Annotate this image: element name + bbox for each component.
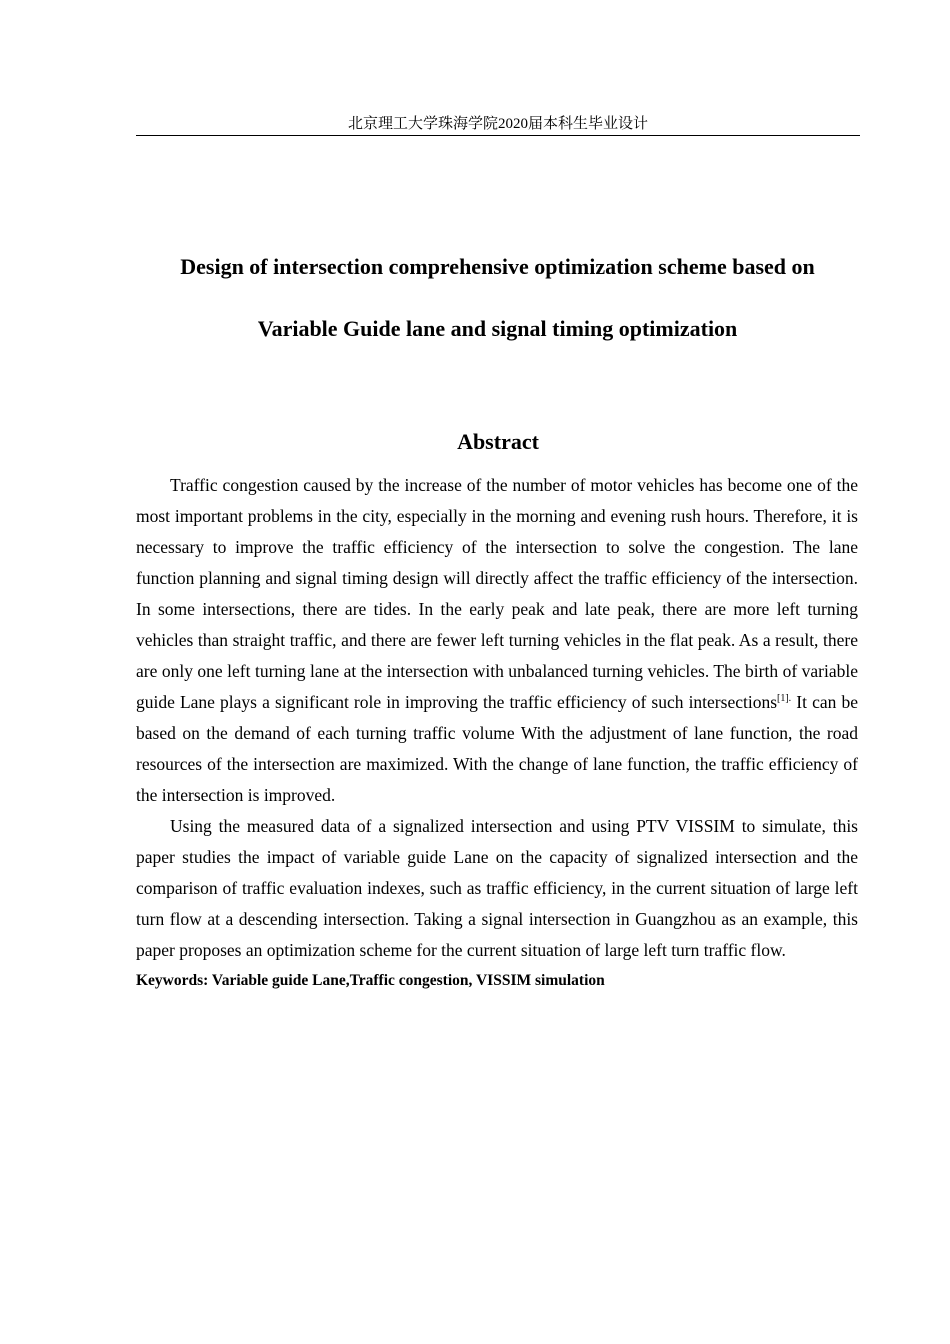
title-line-2: Variable Guide lane and signal timing optimization [257,316,738,341]
abstract-paragraph-1 [136,470,858,811]
keywords: Keywords: Variable guide Lane,Traffic congestion, VISSIM simulation [136,972,605,989]
abstract-paragraph-2: Using the measured data of a signalized intersection and using PTV VISSIM to simulate, this paper studies the impact of variable guide Lane on the capacity of signalized intersection and the comparison of traffic evaluation indexes, such as traffic efficiency, in the current situation of large left turn flow at a descending intersection. Taking a signal intersection in Guangzhou as an example, this paper proposes an optimization scheme for the current situation of large left turn traffic flow. [136,816,858,960]
paragraph-1-text-b: It can be based on the demand of each turning traffic volume With the adjustment of lane function, the road resources of the intersection are maximized. With the change of lane function, the traffic efficiency of the intersection is improved. [136,692,858,805]
page-header: 北京理工大学珠海学院2020届本科生毕业设计 [136,114,860,136]
abstract-body [136,470,858,995]
paragraph-1-text-a: Traffic congestion caused by the increase of the number of motor vehicles has become one of the most important problems in the city, especially in the morning and evening rush hours. Therefore, it is necessary to improve the traffic efficiency of the intersection to solve the congestion. The lane function planning and signal timing design will directly affect the traffic efficiency of the intersection. In some intersections, there are tides. In the early peak and late peak, there are more left turning vehicles than straight traffic, and there are fewer left turning vehicles in the flat peak. As a result, there are only one left turning lane at the intersection with unbalanced turning vehicles. The birth of variable guide Lane plays a significant role in improving the traffic efficiency of such intersections [136,475,858,712]
abstract-heading: Abstract [457,429,539,454]
title-line-1: Design of intersection comprehensive optimization scheme based on [180,254,815,279]
citation-ref: [1]. [777,693,792,704]
